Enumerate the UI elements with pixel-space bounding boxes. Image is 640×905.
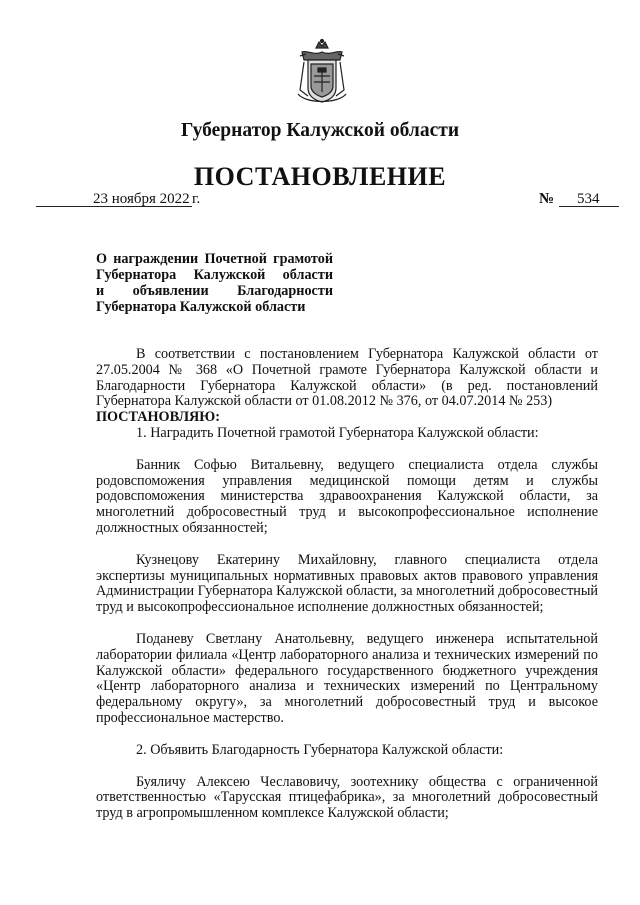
document-body	[96, 347, 598, 822]
decree-word: ПОСТАНОВЛЯЮ:	[96, 409, 221, 426]
item-2-heading: 2. Объявить Благодарность Губернатора Калужской области:	[136, 741, 504, 758]
subject-line: и объявлении Благодарности	[96, 283, 333, 299]
subject-line: Губернатора Калужской области	[96, 267, 333, 283]
issuer-title: Губернатор Калужской области	[180, 120, 460, 141]
coat-of-arms-icon	[296, 38, 348, 106]
thanks-paragraph-1: Буяличу Алексею Чеславовичу, зоотехнику общества с ограниченной ответственностью «Тарусская птицефабрика», за многолетний добросовестный труд в агропромышленном комплексе Калужской области;	[96, 773, 598, 822]
document-subject	[96, 251, 333, 315]
preamble-paragraph: В соответствии с постановлением Губернатора Калужской области от 27.05.2004 № 368 «О Почетной грамоте Губернатора Калужской области и Благодарности Губернатора Калужской области» (в ред. постановлений Губернатора Калужской области от 01.08.2012 № 376, от 04.07.2014 № 253)	[96, 346, 598, 410]
award-paragraph-3: Поданеву Светлану Анатольевну, ведущего инженера испытательной лаборатории филиала «Центр лабораторного анализа и технических измерений по Калужской области» федерального государственного бюджетного учреждения «Центр лабораторного анализа и технических измерений по Центральному федеральному округу», за многолетний добросовестный труд и высокое профессиональное мастерство.	[96, 630, 598, 726]
document-type: ПОСТАНОВЛЕНИЕ	[193, 162, 447, 191]
number-sign: №	[539, 191, 555, 207]
date-number-line	[36, 191, 606, 211]
award-paragraph-2: Кузнецову Екатерину Михайловну, главного специалиста отдела экспертизы муниципальных нормативных правовых актов правового управления Администрации Губернатора Калужской области, за многолетний добросовестный труд и высокопрофессиональное исполнение должностных обязанностей;	[96, 551, 598, 616]
subject-line: О награждении Почетной грамотой	[96, 251, 333, 267]
document-date: 23 ноября 2022	[93, 191, 190, 207]
subject-line: Губернатора Калужской области	[96, 299, 306, 315]
item-1-heading: 1. Наградить Почетной грамотой Губернатора Калужской области:	[136, 424, 539, 441]
date-suffix: г.	[192, 191, 201, 207]
award-paragraph-1: Банник Софью Витальевну, ведущего специалиста отдела службы родовспоможения управления медицинской помощи детям и службы родовспоможения министерства здравоохранения Калужской области, за многолетний добросовестный труд и высокопрофессиональное исполнение должностных обязанностей;	[96, 456, 598, 536]
document-number: 534	[577, 191, 600, 207]
